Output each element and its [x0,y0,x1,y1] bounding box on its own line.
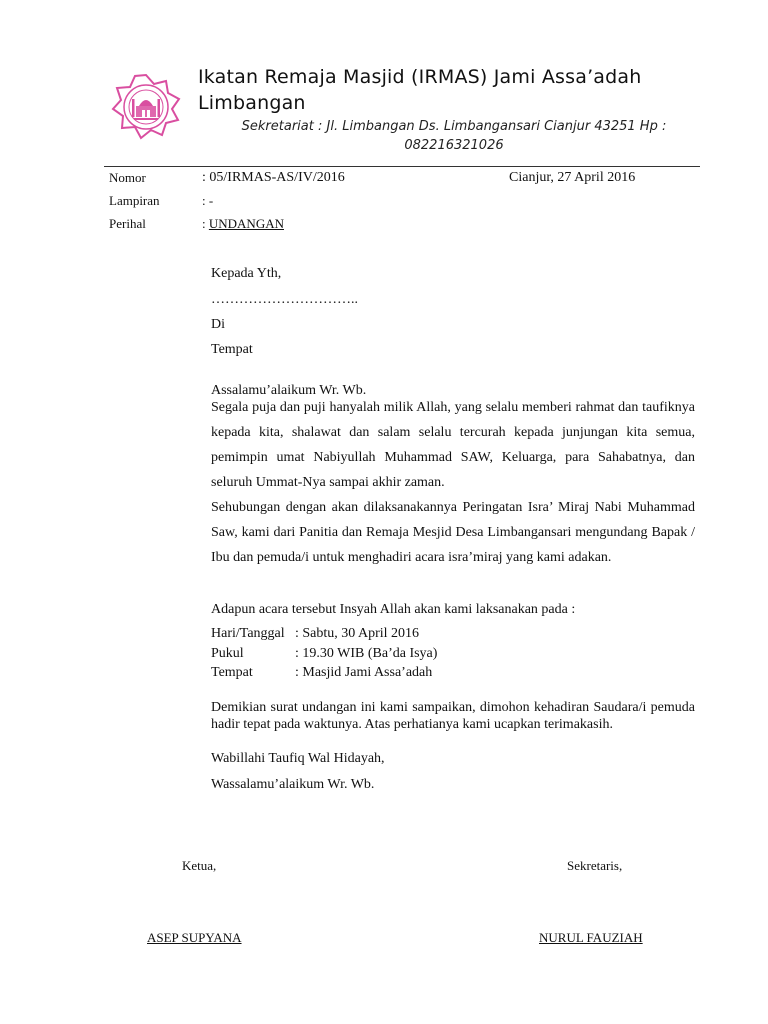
chairman-name: ASEP SUPYANA [147,930,242,945]
organization-logo [108,72,184,142]
nomor-label: Nomor [109,170,146,185]
event-day-value: : Sabtu, 30 April 2016 [295,626,420,641]
recipient-line-tempat: Tempat [211,342,253,357]
event-day-row [211,625,419,643]
secretary-name: NURUL FAUZIAH [539,930,643,945]
paragraph-invitation: Sehubungan dengan akan dilaksanakannya Peringatan Isra’ Miraj Nabi Muhammad Saw, kami dari Panitia dan Remaja Mesjid Desa Limbangansari mengundang Bapak / Ibu dan pemuda/i untuk menghadiri acara isra’miraj yang kami adakan. [211,500,695,565]
paragraph-closing: Demikian surat undangan ini kami sampaikan, dimohon kehadiran Saudara/i pemuda hadir tepat pada waktunya. Atas perhatianya kami ucapkan terimakasih. [211,700,695,732]
greeting: Assalamu’alaikum Wr. Wb. [211,383,367,398]
recipient-line-di: Di [211,317,225,332]
event-place-row [211,664,432,682]
letter-date: Cianjur, 27 April 2016 [509,170,636,185]
organization-name: Ikatan Remaja Masjid (IRMAS) Jami Assa’adah Limbangan [198,66,642,114]
perihal-colon: : [202,216,209,231]
event-time-value: : 19.30 WIB (Ba’da Isya) [295,646,438,661]
recipient-placeholder: ………………………….. [211,292,358,307]
event-time-label: Pukul [211,646,244,661]
wabillahi-line: Wabillahi Taufiq Wal Hidayah, [211,751,385,766]
nomor-value: : 05/IRMAS-AS/IV/2016 [202,170,345,185]
secretary-role: Sekretaris, [567,858,623,873]
perihal-row [202,216,284,232]
paragraph-schedule-intro: Adapun acara tersebut Insyah Allah akan kami laksanakan pada : [211,602,576,617]
paragraph-opening: Segala puja dan puji hanyalah milik Allah, yang selalu memberi rahmat dan taufiknya kepada kita, shalawat dan salam selalu tercurah kepada junjungan kita semua, pemimpin umat Nabiyullah Muhammad SAW, Keluarga, para Sahabatnya, dan seluruh Ummat-Nya sampai akhir zaman. [211,400,695,490]
letterhead-divider [104,166,700,167]
chairman-role: Ketua, [182,858,217,873]
organization-address: Sekretariat : Jl. Limbangan Ds. Limbangansari Cianjur 43251 Hp : 082216321026 [241,119,667,153]
event-place-value: : Masjid Jami Assa’adah [295,665,433,680]
event-place-label: Tempat [211,665,253,680]
perihal-label: Perihal [109,216,146,231]
event-day-label: Hari/Tanggal [211,626,285,641]
mosque-emblem-icon [108,72,184,142]
lampiran-value: : - [202,193,214,208]
farewell-line: Wassalamu’alaikum Wr. Wb. [211,777,375,792]
perihal-value: UNDANGAN [208,216,284,231]
recipient-line-kepada: Kepada Yth, [211,266,282,281]
lampiran-label: Lampiran [109,193,160,208]
event-time-row [211,645,437,663]
